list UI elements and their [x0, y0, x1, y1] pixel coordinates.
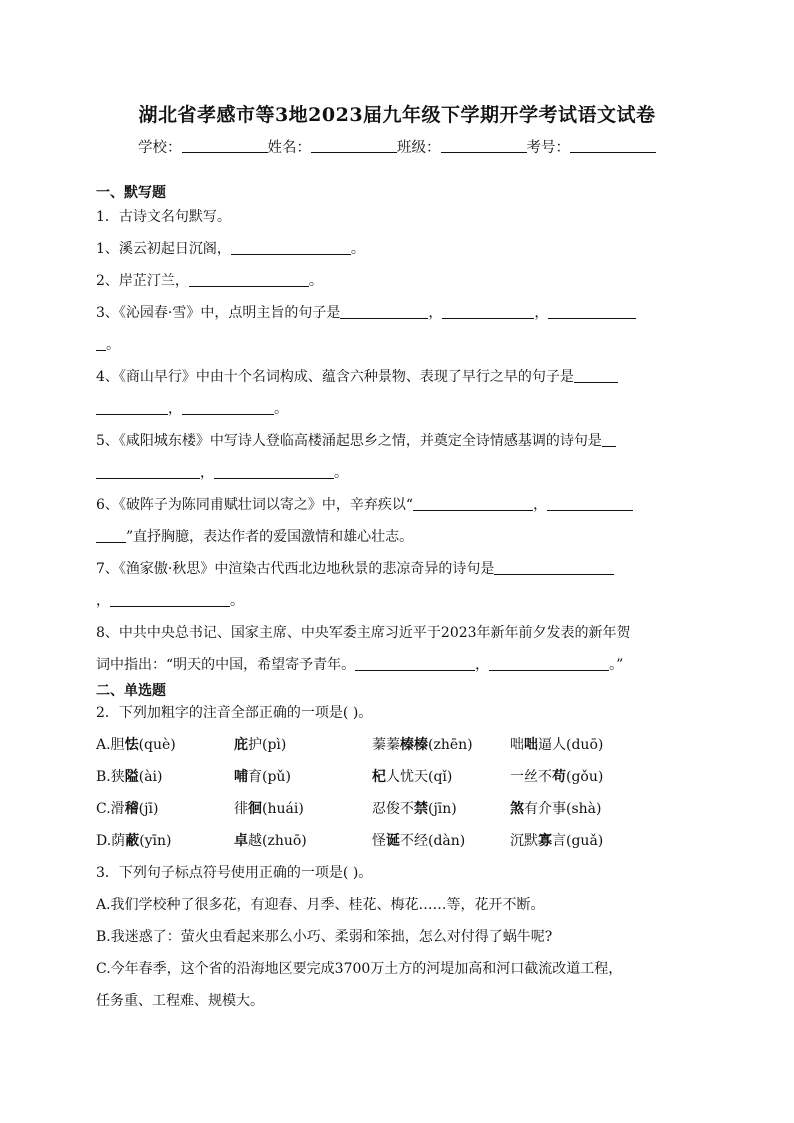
option-c-word-1[interactable]: [96, 798, 158, 818]
q3-option-b[interactable]: B.我迷惑了：萤火虫看起来那么小巧、柔弱和笨拙，怎么对付得了蜗牛呢?: [96, 929, 553, 945]
word-text: (jīn): [428, 801, 457, 817]
item-4: [96, 366, 618, 386]
item-3-cont: [96, 334, 120, 354]
word-text: 人忧天(qǐ): [386, 769, 453, 785]
answer-blank[interactable]: [413, 496, 533, 511]
word-bold: 卓: [234, 833, 248, 849]
item-1: [96, 238, 365, 258]
word-bold: 隘: [124, 769, 139, 785]
word-text: 忍俊不: [372, 801, 414, 817]
item-6-text: 6、《破阵子为陈同甫赋壮词以寄之》中，辛弃疾以“: [96, 497, 414, 513]
answer-blank[interactable]: [231, 240, 351, 255]
item-3-end: 。: [106, 337, 120, 353]
word-text: (què): [138, 737, 176, 753]
item-2-text: 2、岸芷汀兰，: [96, 273, 189, 289]
item-6-cont: [96, 526, 413, 546]
word-bold: 蔽: [125, 833, 140, 849]
word-bold: 哺: [234, 769, 248, 785]
item-4-comma: ，: [168, 401, 182, 417]
section-heading-single-choice: 二、单选题: [96, 683, 166, 699]
word-text: 逼人(duō): [538, 737, 604, 753]
answer-blank[interactable]: [548, 304, 636, 319]
word-text: 蓁蓁: [372, 737, 400, 753]
word-text: 不经(dàn): [400, 833, 466, 849]
word-text: 有介事(shà): [524, 801, 602, 817]
option-b-word-3: [372, 766, 452, 786]
item-3: [96, 302, 636, 322]
item-7-text: 7、《渔家傲·秋思》中渲染古代西北边地秋景的悲凉奇异的诗句是: [96, 561, 495, 577]
word-bold: 苟: [552, 769, 566, 785]
option-c-word-3: [372, 798, 457, 818]
answer-blank[interactable]: [494, 560, 614, 575]
answer-blank[interactable]: [442, 304, 534, 319]
option-c-word-2: [234, 798, 304, 818]
item-8-text-2: 词中指出：“明天的中国，希望寄予青年。: [96, 657, 356, 673]
item-3-comma-2: ，: [534, 305, 549, 321]
answer-blank[interactable]: [602, 432, 616, 447]
word-text: 咄: [510, 737, 524, 753]
word-text: (ài): [138, 769, 163, 785]
item-6-text-2: ”直抒胸臆，表达作者的爱国激情和雄心壮志。: [126, 529, 414, 545]
item-2-end: 。: [308, 273, 323, 289]
option-b-word-1[interactable]: [96, 766, 163, 786]
word-text: 怪: [372, 833, 386, 849]
item-1-end: 。: [350, 241, 365, 257]
word-text: (gǒu): [566, 769, 604, 785]
student-info-line: [0, 136, 794, 157]
option-c-word-4: [510, 798, 601, 818]
word-text: C.滑: [96, 801, 125, 817]
class-blank[interactable]: [441, 138, 527, 153]
word-text: 沉默: [510, 833, 538, 849]
answer-blank[interactable]: [96, 400, 168, 415]
word-text: (huái): [262, 801, 304, 817]
option-a-word-3: [372, 734, 473, 754]
option-d-word-2: [234, 830, 307, 850]
word-text: D.荫: [96, 833, 126, 849]
item-5-cont: [96, 462, 348, 482]
word-text: A.胆: [96, 737, 125, 753]
answer-blank[interactable]: [110, 592, 230, 607]
name-label: 姓名：: [267, 140, 311, 156]
answer-blank[interactable]: [189, 272, 309, 287]
question-2-stem: 2．下列加粗字的注音全部正确的一项是( )。: [96, 705, 373, 721]
word-text: 徘: [234, 801, 248, 817]
q3-option-c-cont: 任务重、工程难、规模大。: [96, 993, 264, 1009]
word-bold: 稽: [124, 801, 139, 817]
answer-blank[interactable]: [355, 656, 475, 671]
item-6: [96, 494, 633, 514]
word-bold: 寡: [538, 833, 552, 849]
item-3-text: 3、《沁园春·雪》中，点明主旨的句子是: [96, 305, 341, 321]
item-4-text: 4、《商山早行》中由十个名词构成、蕴含六种景物、表现了早行之早的句子是: [96, 369, 574, 385]
word-text: (yīn): [139, 833, 172, 849]
school-blank[interactable]: [182, 138, 268, 153]
word-text: 护(pì): [248, 737, 287, 753]
item-5-comma: ，: [200, 465, 214, 481]
option-d-word-4: [510, 830, 603, 850]
item-8: [96, 622, 631, 642]
name-blank[interactable]: [311, 138, 397, 153]
answer-blank[interactable]: [489, 656, 609, 671]
option-b-word-4: [510, 766, 603, 786]
question-3-stem: 3．下列句子标点符号使用正确的一项是( )。: [96, 865, 373, 881]
item-2: [96, 270, 323, 290]
item-8-cont: [96, 654, 623, 674]
option-a-word-4: [510, 734, 603, 754]
item-8-comma: ，: [475, 657, 490, 673]
word-bold: 徊: [248, 801, 262, 817]
word-bold: 煞: [510, 801, 524, 817]
word-text: (jī): [138, 801, 159, 817]
q3-option-a[interactable]: A.我们学校种了很多花，有迎春、月季、桂花、梅花……等，花开不断。: [96, 897, 545, 913]
item-7-comma: ，: [96, 593, 110, 609]
answer-blank[interactable]: [340, 304, 428, 319]
word-bold: 禁: [414, 801, 428, 817]
q3-option-c[interactable]: C.今年春季，这个省的沿海地区要完成3700万土方的河堤加高和河口截流改道工程，: [96, 961, 623, 977]
word-text: B.狭: [96, 769, 125, 785]
option-b-word-2: [234, 766, 291, 786]
word-bold: 咄: [524, 737, 538, 753]
word-text: (zhēn): [428, 737, 473, 753]
answer-blank[interactable]: [214, 464, 334, 479]
item-6-comma: ，: [533, 497, 548, 513]
item-7-end: 。: [230, 593, 244, 609]
option-d-word-3: [372, 830, 465, 850]
class-label: 班级：: [397, 140, 441, 156]
item-8-text: 8、中共中央总书记、国家主席、中央军委主席习近平于2023年新年前夕发表的新年贺: [96, 625, 631, 641]
item-1-text: 1、溪云初起日沉阁，: [96, 241, 231, 257]
item-5: [96, 430, 616, 450]
exam-no-blank[interactable]: [570, 138, 656, 153]
word-text: 一丝不: [510, 769, 552, 785]
item-8-end: 。”: [609, 657, 624, 673]
word-bold: 杞: [372, 769, 386, 785]
option-a-word-1[interactable]: [96, 734, 176, 754]
item-7-cont: [96, 590, 244, 610]
item-5-text: 5、《咸阳城东楼》中写诗人登临高楼涌起思乡之情，并奠定全诗情感基调的诗句是: [96, 433, 602, 449]
answer-blank[interactable]: [96, 336, 106, 351]
answer-blank[interactable]: [96, 528, 126, 543]
word-bold: 怯: [124, 737, 139, 753]
option-a-word-2: [234, 734, 286, 754]
word-text: 言(guǎ): [552, 833, 604, 849]
page-title: 湖北省孝感市等3地2023届九年级下学期开学考试语文试卷: [138, 104, 656, 126]
word-bold: 榛榛: [400, 737, 428, 753]
answer-blank[interactable]: [574, 368, 618, 383]
answer-blank[interactable]: [182, 400, 274, 415]
word-bold: 庇: [234, 737, 248, 753]
question-1-stem: 1．古诗文名句默写。: [96, 209, 231, 225]
word-text: 越(zhuō): [248, 833, 307, 849]
item-5-end: 。: [334, 465, 348, 481]
item-7: [96, 558, 614, 578]
section-heading-dictation: 一、默写题: [96, 185, 166, 201]
item-3-comma-1: ，: [428, 305, 443, 321]
item-4-end: 。: [274, 401, 288, 417]
answer-blank[interactable]: [547, 496, 633, 511]
answer-blank[interactable]: [96, 464, 200, 479]
word-bold: 诞: [386, 833, 400, 849]
option-d-word-1[interactable]: [96, 830, 172, 850]
exam-no-label: 考号：: [526, 140, 570, 156]
school-label: 学校：: [138, 140, 182, 156]
word-text: 育(pǔ): [248, 769, 291, 785]
item-4-cont: [96, 398, 288, 418]
